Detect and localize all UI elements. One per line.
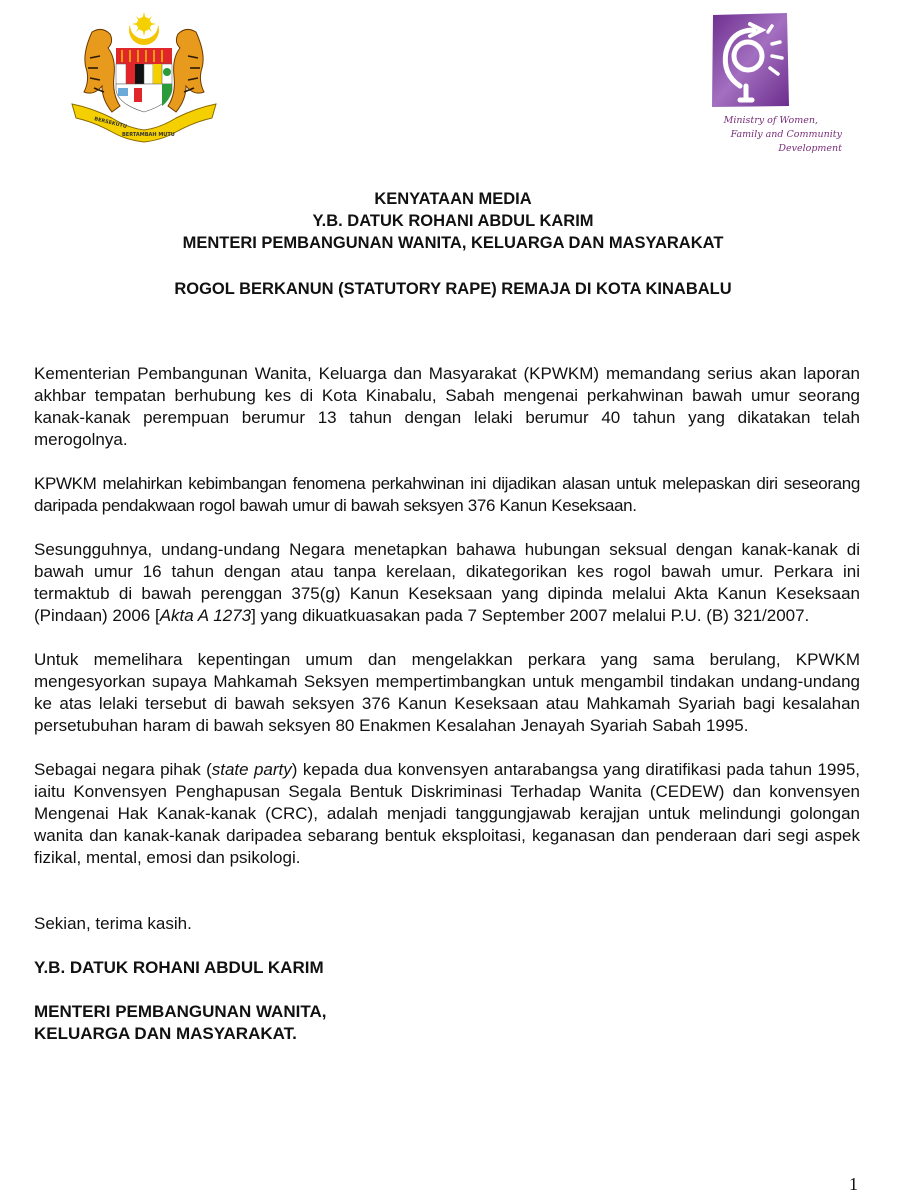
heading-minister-name: Y.B. DATUK ROHANI ABDUL KARIM: [312, 212, 594, 230]
paragraph-5-text-a: Sebagai negara pihak (: [34, 760, 212, 779]
paragraph-4: Untuk memelihara kepentingan umum dan mengelakkan perkara yang sama berulang, KPWKM mengesyorkan supaya Mahkamah Seksyen mempertimbangkan untuk mengambil tindakan undang-undang ke atas lelaki tersebut di bawah seksyen 376 Kanun Keseksaan atau Mahkamah Syariah bagi kesalahan persetubuhan haram di bawah seksyen 80 Enakmen Kesalahan Jenayah Syariah Sabah 1995.: [34, 650, 860, 735]
closing-thanks: Sekian, terima kasih.: [34, 914, 192, 933]
paragraph-3-text-a: Sesungguhnya, undang-undang Negara menetapkan bahawa hubungan seksual dengan kanak-kanak di bawah umur 16 tahun dengan atau tanpa kerelaan, dikategorikan kes rogol bawah umur. Perkara ini termaktub di bawah perenggan 375(g) Kanun Keseksaan yang dipinda melalui Akta Kanun Keseksaan (Pindaan) 2006 [: [34, 540, 860, 625]
svg-text:BERSEKUTU: BERSEKUTU: [93, 116, 128, 131]
paragraph-3-italic: Akta A 1273: [159, 606, 252, 625]
closing-title-line-1: MENTERI PEMBANGUNAN WANITA,: [34, 1002, 327, 1021]
heading-subject: ROGOL BERKANUN (STATUTORY RAPE) REMAJA DI KOTA KINABALU: [174, 280, 732, 298]
paragraph-5-text-b: ) kepada dua konvensyen antarabangsa yang diratifikasi pada tahun 1995, iaitu Konvensyen Penghapusan Segala Bentuk Diskriminasi Terhadap Wanita (CEDEW) dan konvensyen Mengenai Hak Kanak-kanak (CRC), adalah menjadi tanggungjawab kerajjan untuk melindungi golongan wanita dan kanak-kanak daripadea sebarang bentuk eksploitasi, keganasan dan penderaan dari segi aspek fizikal, mental, emosi dan psikologi.: [34, 760, 860, 867]
page-number: 1: [849, 1174, 858, 1194]
coat-of-arms-icon: [64, 8, 224, 144]
ministry-logo-caption: [668, 114, 848, 156]
ministry-caption-line-2: Family and Community Development: [730, 129, 842, 154]
coat-of-arms-logo: [64, 8, 224, 144]
paragraph-5: [34, 759, 860, 869]
ministry-emblem-icon: [710, 12, 790, 108]
ministry-caption-line-1: Ministry of Women,: [723, 115, 818, 126]
press-release-body: [34, 363, 860, 1045]
closing-title-line-2: KELUARGA DAN MASYARAKAT.: [34, 1024, 297, 1043]
paragraph-1: Kementerian Pembangunan Wanita, Keluarga dan Masyarakat (KPWKM) memandang serius akan laporan akhbar tempatan berhubung kes di Kota Kinabalu, Sabah mengenai perkahwinan bawah umur seorang kanak-kanak perempuan berumur 13 tahun dengan lelaki berumur 40 tahun yang dikatakan telah merogolnya.: [34, 364, 860, 449]
heading-ministry-title: MENTERI PEMBANGUNAN WANITA, KELUARGA DAN MASYARAKAT: [182, 234, 724, 252]
paragraph-2: KPWKM melahirkan kebimbangan fenomena perkahwinan ini dijadikan alasan untuk melepaskan diri seseorang daripada pendakwaan rogol bawah umur di bawah seksyen 376 Kanun Keseksaan.: [34, 474, 860, 515]
closing-signatory: Y.B. DATUK ROHANI ABDUL KARIM: [34, 958, 324, 977]
closing-block: [34, 913, 860, 1045]
heading-media-statement: KENYATAAN MEDIA: [374, 190, 532, 208]
press-release-heading: [0, 188, 906, 300]
ministry-logo: [668, 8, 848, 154]
svg-text:BERTAMBAH MUTU: BERTAMBAH MUTU: [122, 132, 175, 138]
paragraph-5-italic: state party: [211, 760, 292, 779]
paragraph-3-text-b: ] yang dikuatkuasakan pada 7 September 2007 melalui P.U. (B) 321/2007.: [251, 606, 810, 625]
paragraph-3: [34, 539, 860, 627]
